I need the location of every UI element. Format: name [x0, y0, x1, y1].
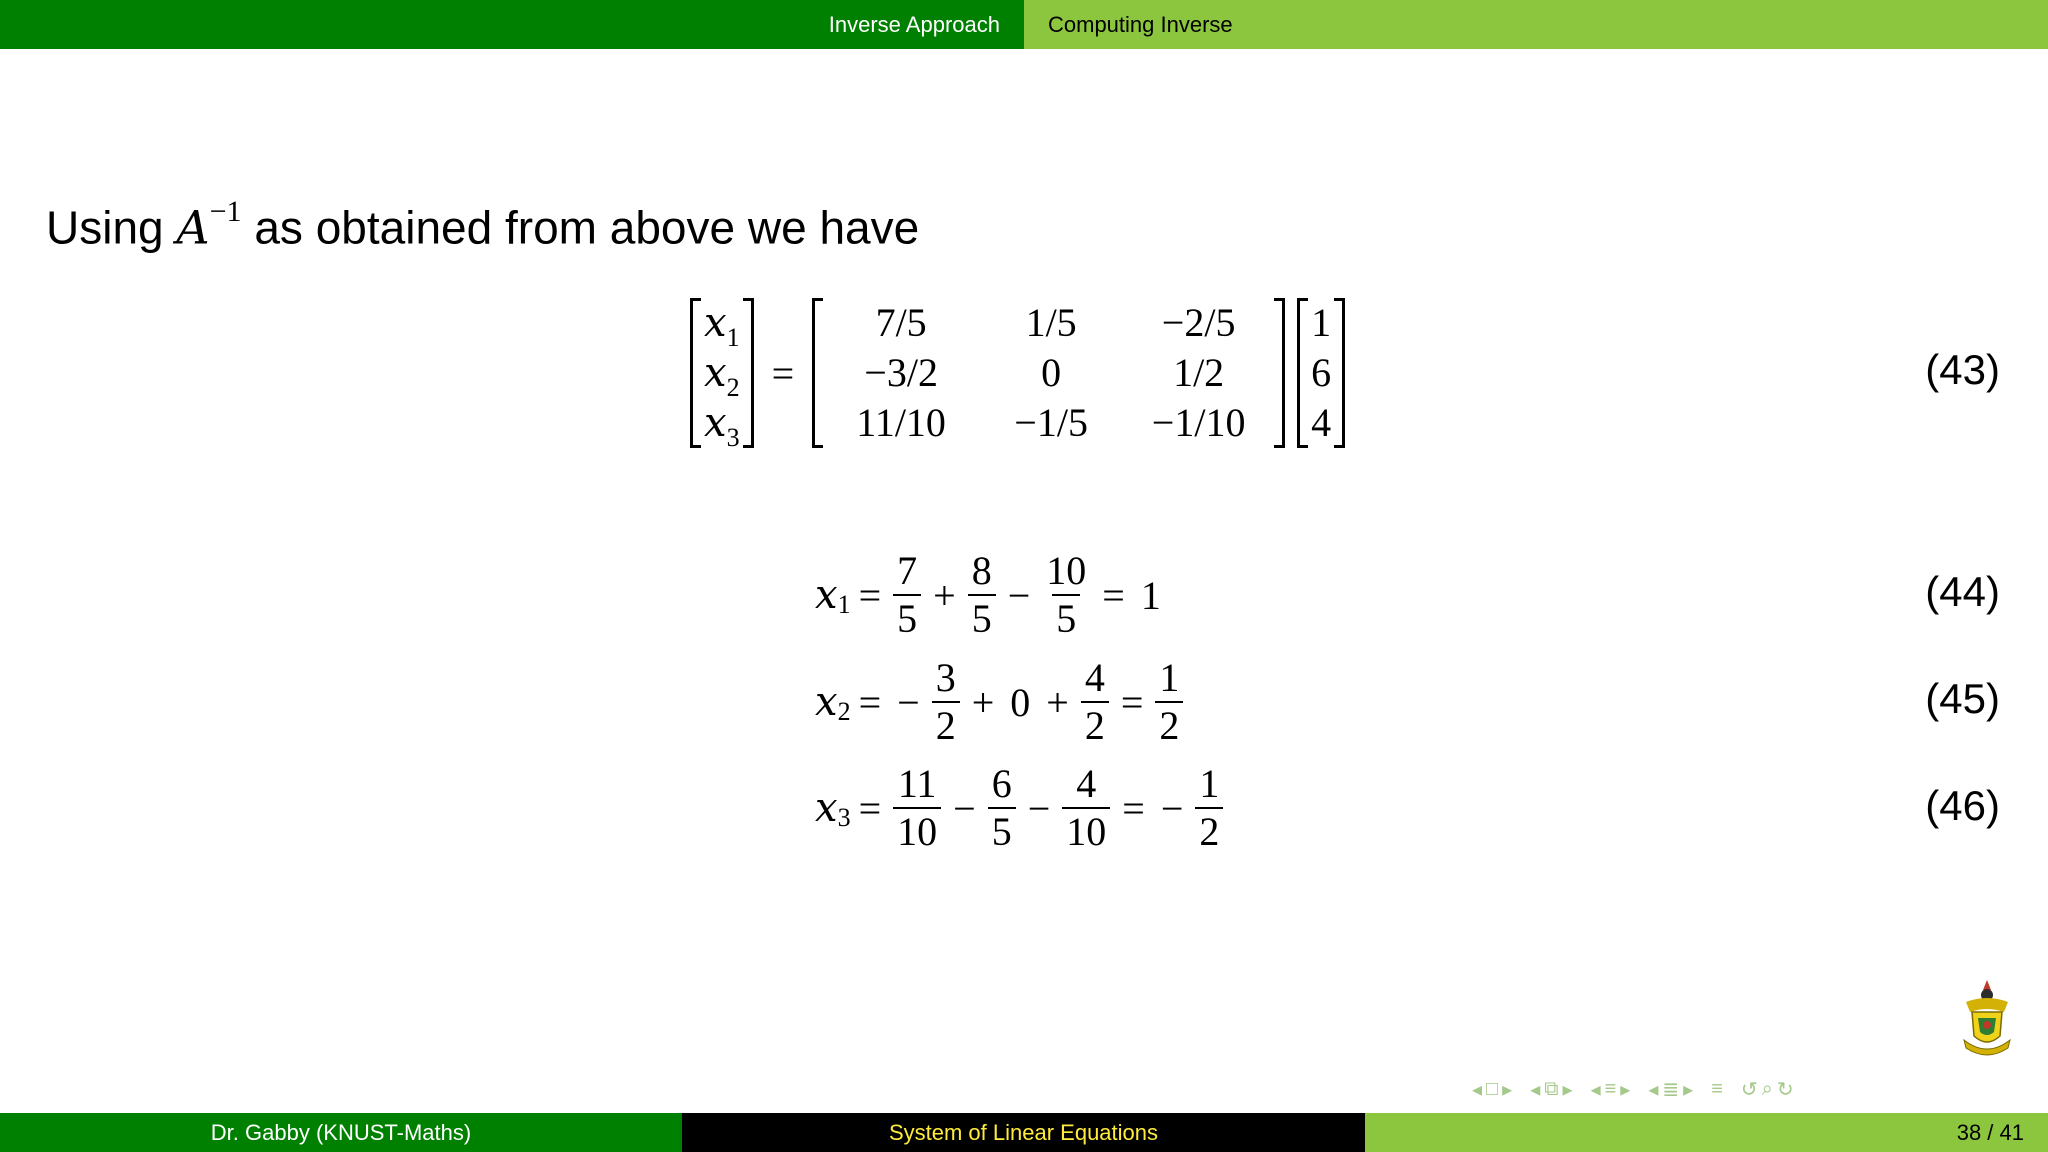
- fraction-numerator: 4: [1084, 655, 1105, 700]
- fraction: [1062, 761, 1110, 855]
- fraction-numerator: 1: [1199, 761, 1220, 806]
- footer-page-number: 38 / 41: [1365, 1113, 2048, 1152]
- header-bar: [0, 0, 2048, 49]
- rhs-vector: [1297, 298, 1345, 448]
- operator: =: [858, 679, 882, 725]
- lhs-entry: $x_2$: [704, 350, 740, 402]
- rhs-entry: 6: [1311, 350, 1332, 395]
- operator: =: [858, 785, 882, 831]
- fraction-numerator: 6: [991, 761, 1012, 806]
- equation-row: [815, 652, 1187, 752]
- equation-variable-subscript: 1: [837, 590, 851, 619]
- fraction-denominator: 5: [893, 594, 921, 642]
- fraction: [1081, 655, 1109, 749]
- subsection-list-icon[interactable]: ≣: [1662, 1078, 1680, 1101]
- fraction-numerator: 8: [971, 548, 992, 593]
- matrix-cell: −2/5: [1161, 300, 1236, 345]
- fraction: [893, 761, 941, 855]
- equation-row: [815, 545, 1169, 645]
- inverse-matrix: [812, 298, 1285, 448]
- footer-author: Dr. Gabby (KNUST-Maths): [0, 1113, 682, 1152]
- fraction: [968, 548, 996, 642]
- header-subsection-link[interactable]: Computing Inverse: [1048, 11, 1233, 37]
- subsection-icon[interactable]: ⧉: [1544, 1077, 1559, 1100]
- frame-next-icon[interactable]: ▸: [1502, 1078, 1513, 1101]
- equation-variable: x: [815, 572, 838, 618]
- fraction-denominator: 5: [1052, 594, 1080, 642]
- operator: +: [933, 572, 956, 618]
- matrix-cell: 0: [1041, 350, 1062, 395]
- operator: −: [953, 785, 976, 831]
- fraction: [1195, 761, 1223, 855]
- intro-text-after: as obtained from above we have: [254, 201, 920, 254]
- operator: −: [1160, 785, 1184, 831]
- equation-variable-subscript: 3: [837, 803, 851, 832]
- subsection-next-icon[interactable]: ▸: [1562, 1078, 1573, 1101]
- lhs-vector: [690, 298, 754, 452]
- operator: +: [1046, 679, 1069, 725]
- search-icon[interactable]: ⌕: [1761, 1077, 1773, 1100]
- fraction-numerator: 11: [897, 761, 937, 806]
- fraction-denominator: 2: [1155, 701, 1183, 749]
- beamer-navigation: [1472, 1074, 2032, 1104]
- number: 1: [1140, 572, 1161, 618]
- header-subsection-area: [1024, 0, 2048, 49]
- fraction: [988, 761, 1016, 855]
- operator: =: [1122, 785, 1145, 831]
- subsection-list-next-icon[interactable]: ▸: [1683, 1078, 1694, 1101]
- matrix-cell: 1/5: [1025, 300, 1077, 345]
- matrix-cell: 7/5: [875, 300, 927, 345]
- matrix-cell: −1/10: [1151, 400, 1246, 445]
- matrix-cell: −1/5: [1014, 400, 1088, 445]
- redo-icon[interactable]: ↻: [1776, 1078, 1794, 1101]
- equation-number-43: (43): [1925, 346, 2000, 393]
- fraction-denominator: 10: [1062, 807, 1110, 855]
- section-icon[interactable]: ≡: [1604, 1077, 1617, 1100]
- operator: =: [1102, 572, 1125, 618]
- fraction-numerator: 3: [935, 655, 956, 700]
- fraction-numerator: 4: [1076, 761, 1097, 806]
- subsection-prev-icon[interactable]: ◂: [1530, 1078, 1541, 1101]
- equation-variable: x: [815, 785, 838, 831]
- fraction-numerator: 10: [1046, 548, 1087, 593]
- intro-math-superscript: −1: [209, 195, 242, 228]
- frame-prev-icon[interactable]: ◂: [1472, 1078, 1483, 1101]
- rhs-entry: 4: [1311, 400, 1332, 445]
- intro-text: [46, 188, 919, 257]
- fraction-denominator: 2: [1081, 701, 1109, 749]
- equation-number: (46): [1925, 782, 2000, 829]
- section-prev-icon[interactable]: ◂: [1590, 1078, 1601, 1101]
- footer-bar: [0, 1113, 2048, 1152]
- fraction: [1155, 655, 1183, 749]
- section-next-icon[interactable]: ▸: [1620, 1078, 1631, 1101]
- lhs-entry: $x_1$: [704, 300, 740, 352]
- operator: +: [971, 679, 995, 725]
- rhs-entry: 1: [1311, 300, 1332, 345]
- fraction: [893, 548, 921, 642]
- equals-sign: =: [771, 350, 795, 396]
- equation-variable: x: [815, 679, 838, 725]
- fraction: [932, 655, 960, 749]
- fraction-denominator: 10: [893, 807, 941, 855]
- intro-math-symbol: A: [176, 200, 210, 255]
- frame-icon[interactable]: □: [1486, 1077, 1499, 1100]
- equation-variable-subscript: 2: [837, 697, 851, 726]
- equation-number: (44): [1925, 568, 2000, 615]
- header-section-area: [0, 0, 1024, 49]
- operator: =: [1120, 679, 1144, 725]
- undo-icon[interactable]: ↺: [1740, 1078, 1758, 1101]
- fraction: [1042, 548, 1090, 642]
- fraction-denominator: 5: [988, 807, 1016, 855]
- operator: −: [1027, 785, 1051, 831]
- outline-icon[interactable]: ≡: [1711, 1077, 1723, 1100]
- operator: −: [1007, 572, 1031, 618]
- fraction-numerator: 7: [897, 548, 918, 593]
- fraction-numerator: 1: [1159, 655, 1180, 700]
- matrix-cell: 1/2: [1173, 350, 1225, 395]
- knust-crest-logo: [1958, 978, 2016, 1060]
- footer-title: System of Linear Equations: [682, 1113, 1365, 1152]
- operator: −: [897, 679, 920, 725]
- number: 0: [1010, 679, 1031, 725]
- matrix-equation: [690, 296, 1345, 450]
- header-section-link[interactable]: Inverse Approach: [828, 11, 1000, 37]
- matrix-cell: 11/10: [856, 400, 946, 445]
- fraction-denominator: 2: [932, 701, 960, 749]
- subsection-list-prev-icon[interactable]: ◂: [1648, 1078, 1659, 1101]
- intro-text-before: Using: [46, 201, 164, 254]
- equation-row: [815, 758, 1227, 858]
- fraction-denominator: 2: [1195, 807, 1223, 855]
- equation-number: (45): [1925, 675, 2000, 722]
- matrix-cell: −3/2: [864, 350, 938, 395]
- lhs-entry: $x_3$: [704, 400, 740, 452]
- fraction-denominator: 5: [968, 594, 996, 642]
- operator: =: [858, 572, 882, 618]
